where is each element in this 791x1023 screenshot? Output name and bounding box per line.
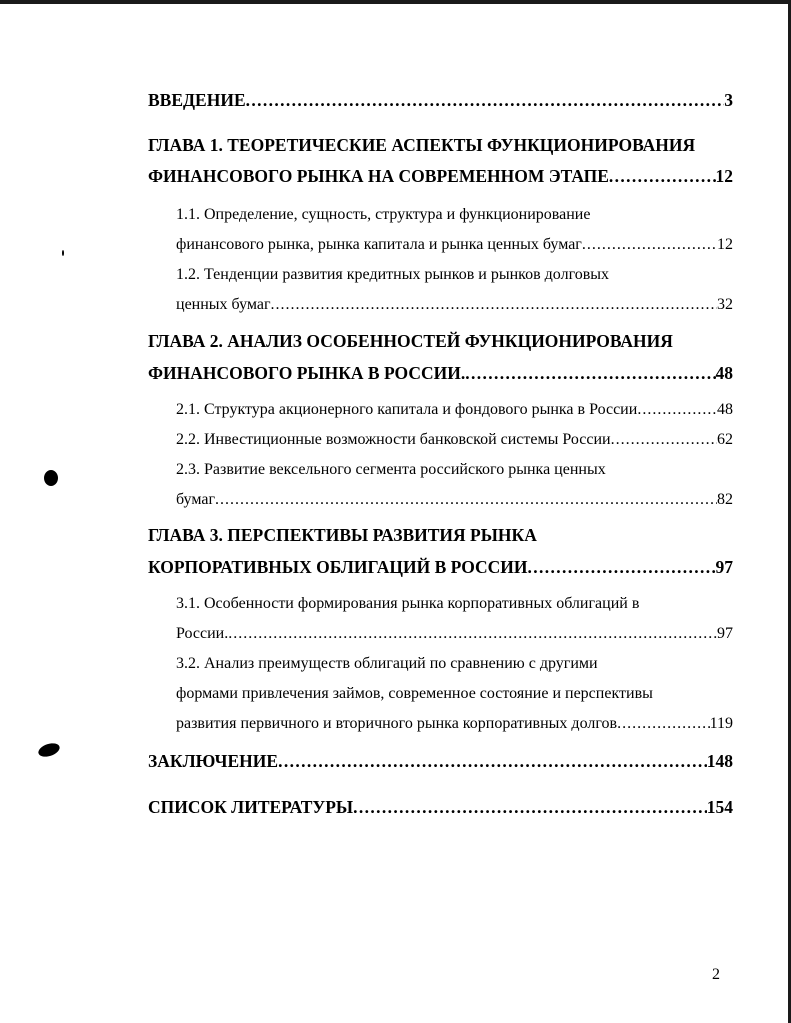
toc-page-number: 48 [717, 401, 733, 418]
toc-page-number: 62 [717, 431, 733, 448]
toc-entry-title: ФИНАНСОВОГО РЫНКА НА СОВРЕМЕННОМ ЭТАПЕ [148, 166, 609, 186]
toc-entry-conclusion[interactable] [148, 751, 733, 772]
toc-page-number: 82 [717, 491, 733, 508]
toc-page-number: 32 [717, 296, 733, 313]
toc-page-number: 148 [706, 751, 733, 771]
chapter-3-title-line1: ГЛАВА 3. ПЕРСПЕКТИВЫ РАЗВИТИЯ РЫНКА [148, 525, 537, 545]
section-2-3-line1: 2.3. Развитие вексельного сегмента российского рынка ценных [176, 461, 606, 478]
toc-entry-section-2-1[interactable] [176, 401, 733, 419]
dot-leader [278, 751, 707, 772]
toc-page-number: 3 [724, 90, 733, 110]
toc-page-number: 12 [715, 166, 733, 186]
toc-entry-section-2-3[interactable] [176, 491, 733, 509]
toc-entry-title: развития первичного и вторичного рынка корпоративных долгов [176, 715, 618, 732]
toc-page-number: 97 [715, 557, 733, 577]
dot-leader [228, 625, 717, 643]
toc-entry-title: СПИСОК ЛИТЕРАТУРЫ [148, 797, 354, 817]
section-3-2-line2: формами привлечения займов, современное состояние и перспективы [176, 685, 653, 702]
toc-entry-title: ВВЕДЕНИЕ [148, 90, 246, 110]
dot-leader [582, 236, 717, 254]
toc-entry-chapter-2[interactable] [148, 363, 733, 384]
toc-entry-chapter-1[interactable] [148, 166, 733, 187]
chapter-1-title-line1: ГЛАВА 1. ТЕОРЕТИЧЕСКИЕ АСПЕКТЫ ФУНКЦИОНИРОВАНИЯ [148, 135, 696, 155]
toc-entry-title: бумаг [176, 491, 215, 508]
dot-leader [528, 557, 716, 578]
toc-entry-title: ЗАКЛЮЧЕНИЕ [148, 751, 279, 771]
toc-page-number: 154 [706, 797, 733, 817]
dot-leader [609, 166, 716, 187]
dot-leader [271, 296, 717, 314]
toc-entry-title: 2.2. Инвестиционные возможности банковской системы России [176, 431, 611, 448]
dot-leader [617, 715, 710, 733]
toc-page-number: 48 [715, 363, 733, 383]
toc-entry-title: ФИНАНСОВОГО РЫНКА В РОССИИ. [148, 363, 466, 383]
toc-entry-title: КОРПОРАТИВНЫХ ОБЛИГАЦИЙ В РОССИИ [148, 557, 528, 577]
toc-entry-title: финансового рынка, рынка капитала и рынка ценных бумаг [176, 236, 582, 253]
section-3-2-line1: 3.2. Анализ преимуществ облигаций по сравнению с другими [176, 655, 598, 672]
toc-page-number: 119 [709, 715, 733, 732]
toc-entry-title: России. [176, 625, 229, 642]
page-number: 2 [712, 966, 720, 983]
dot-leader [611, 431, 717, 449]
toc-entry-title: 2.1. Структура акционерного капитала и фондового рынка в России [176, 401, 638, 418]
dot-leader [353, 797, 707, 818]
toc-entry-section-3-1[interactable] [176, 625, 733, 643]
toc-entry-intro[interactable] [148, 90, 733, 111]
dot-leader [246, 90, 725, 111]
toc-entry-section-1-2[interactable] [176, 296, 733, 314]
toc-entry-section-2-2[interactable] [176, 431, 733, 449]
dot-leader [465, 363, 715, 384]
toc-entry-references[interactable] [148, 797, 733, 818]
toc-entry-chapter-3[interactable] [148, 557, 733, 578]
section-1-2-line1: 1.2. Тенденции развития кредитных рынков и рынков долговых [176, 266, 610, 283]
toc-entry-title: ценных бумаг [176, 296, 271, 313]
section-1-1-line1: 1.1. Определение, сущность, структура и функционирование [176, 206, 591, 223]
dot-leader [637, 401, 717, 419]
toc-entry-section-1-1[interactable] [176, 236, 733, 254]
toc-page-number: 97 [717, 625, 733, 642]
toc-page-number: 12 [717, 236, 733, 253]
section-3-1-line1: 3.1. Особенности формирования рынка корпоративных облигаций в [176, 595, 640, 612]
dot-leader [215, 491, 717, 509]
toc-entry-section-3-2[interactable] [176, 715, 733, 733]
chapter-2-title-line1: ГЛАВА 2. АНАЛИЗ ОСОБЕННОСТЕЙ ФУНКЦИОНИРОВАНИЯ [148, 331, 673, 351]
